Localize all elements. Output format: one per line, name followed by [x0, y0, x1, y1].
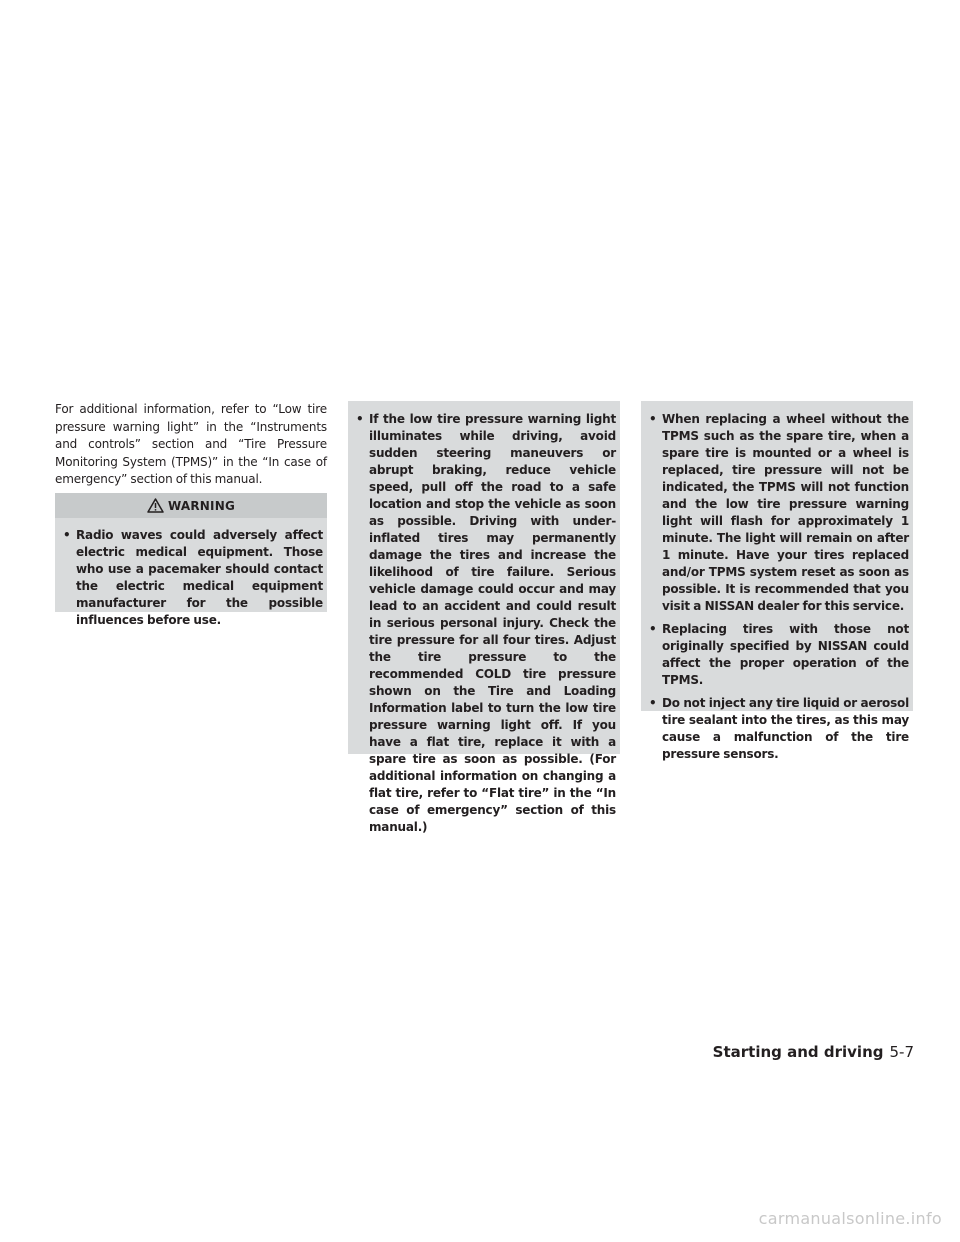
warning-panel-2	[348, 401, 620, 834]
list-item-text: Radio waves could adversely affect electric medical equipment. Those who use a pacemaker should contact the electric medical equipment manufacturer for the possible influences before use.	[76, 528, 323, 627]
list-item	[647, 621, 909, 689]
list-item	[61, 527, 323, 629]
list-item-text: If the low tire pressure warning light illuminates while driving, avoid sudden steering maneuvers or abrupt braking, reduce vehicle speed, pull off the road to a safe location and stop the vehicle as soon as possible. Driving with under-inflated tires may permanently damage the tires and increase the likelihood of tire failure. Serious vehicle damage could occur and may lead to an accident and could result in serious personal injury. Check the tire pressure for all four tires. Adjust the tire pressure to the recommended COLD tire pressure shown on the Tire and Loading Information label to turn the low tire pressure warning light off. If you have a flat tire, replace it with a spare tire as soon as possible. (For additional information on changing a flat tire, refer to “Flat tire” in the “In case of emergency” section of this manual.)	[369, 412, 616, 834]
warning-panel-1	[55, 518, 327, 627]
bullet: •	[649, 412, 657, 426]
warning-panel-3	[641, 401, 913, 761]
page-footer	[713, 1043, 914, 1061]
warning-box	[55, 493, 327, 518]
warning-label: WARNING	[167, 498, 236, 513]
intro-paragraph: For additional information, refer to “Low tire pressure warning light” in the “Instruments and controls” section and “Tire Pressure Monitoring System (TPMS)” in the “In case of emergency” section of this manual.	[55, 402, 327, 486]
warning-triangle-icon	[147, 498, 164, 513]
list-item-text: When replacing a wheel without the TPMS such as the spare tire, when a spare tire is mounted or a wheel is replaced, tire pressure will not be indicated, the TPMS will not function and the low tire pressure warning light will flash for approximately 1 minute. The light will remain on after 1 minute. Have your tires replaced and/or TPMS system reset as soon as possible. It is recommended that you visit a NISSAN dealer for this service.	[662, 412, 909, 613]
watermark: carmanualsonline.info	[758, 1209, 942, 1228]
list-item	[354, 411, 616, 836]
list-item	[647, 695, 909, 763]
warning-header	[55, 493, 327, 518]
list-item-text: Replacing tires with those not originally specified by NISSAN could affect the proper operation of the TPMS.	[662, 622, 909, 687]
bullet: •	[63, 528, 71, 542]
list-item-text: Do not inject any tire liquid or aerosol tire sealant into the tires, as this may cause a malfunction of the tire pressure sensors.	[662, 696, 909, 761]
bullet: •	[356, 412, 364, 426]
list-item	[647, 411, 909, 615]
bullet: •	[649, 622, 657, 636]
footer-section-title: Starting and driving	[712, 1043, 884, 1061]
bullet: •	[649, 696, 657, 710]
footer-page-number: 5-7	[889, 1043, 914, 1061]
